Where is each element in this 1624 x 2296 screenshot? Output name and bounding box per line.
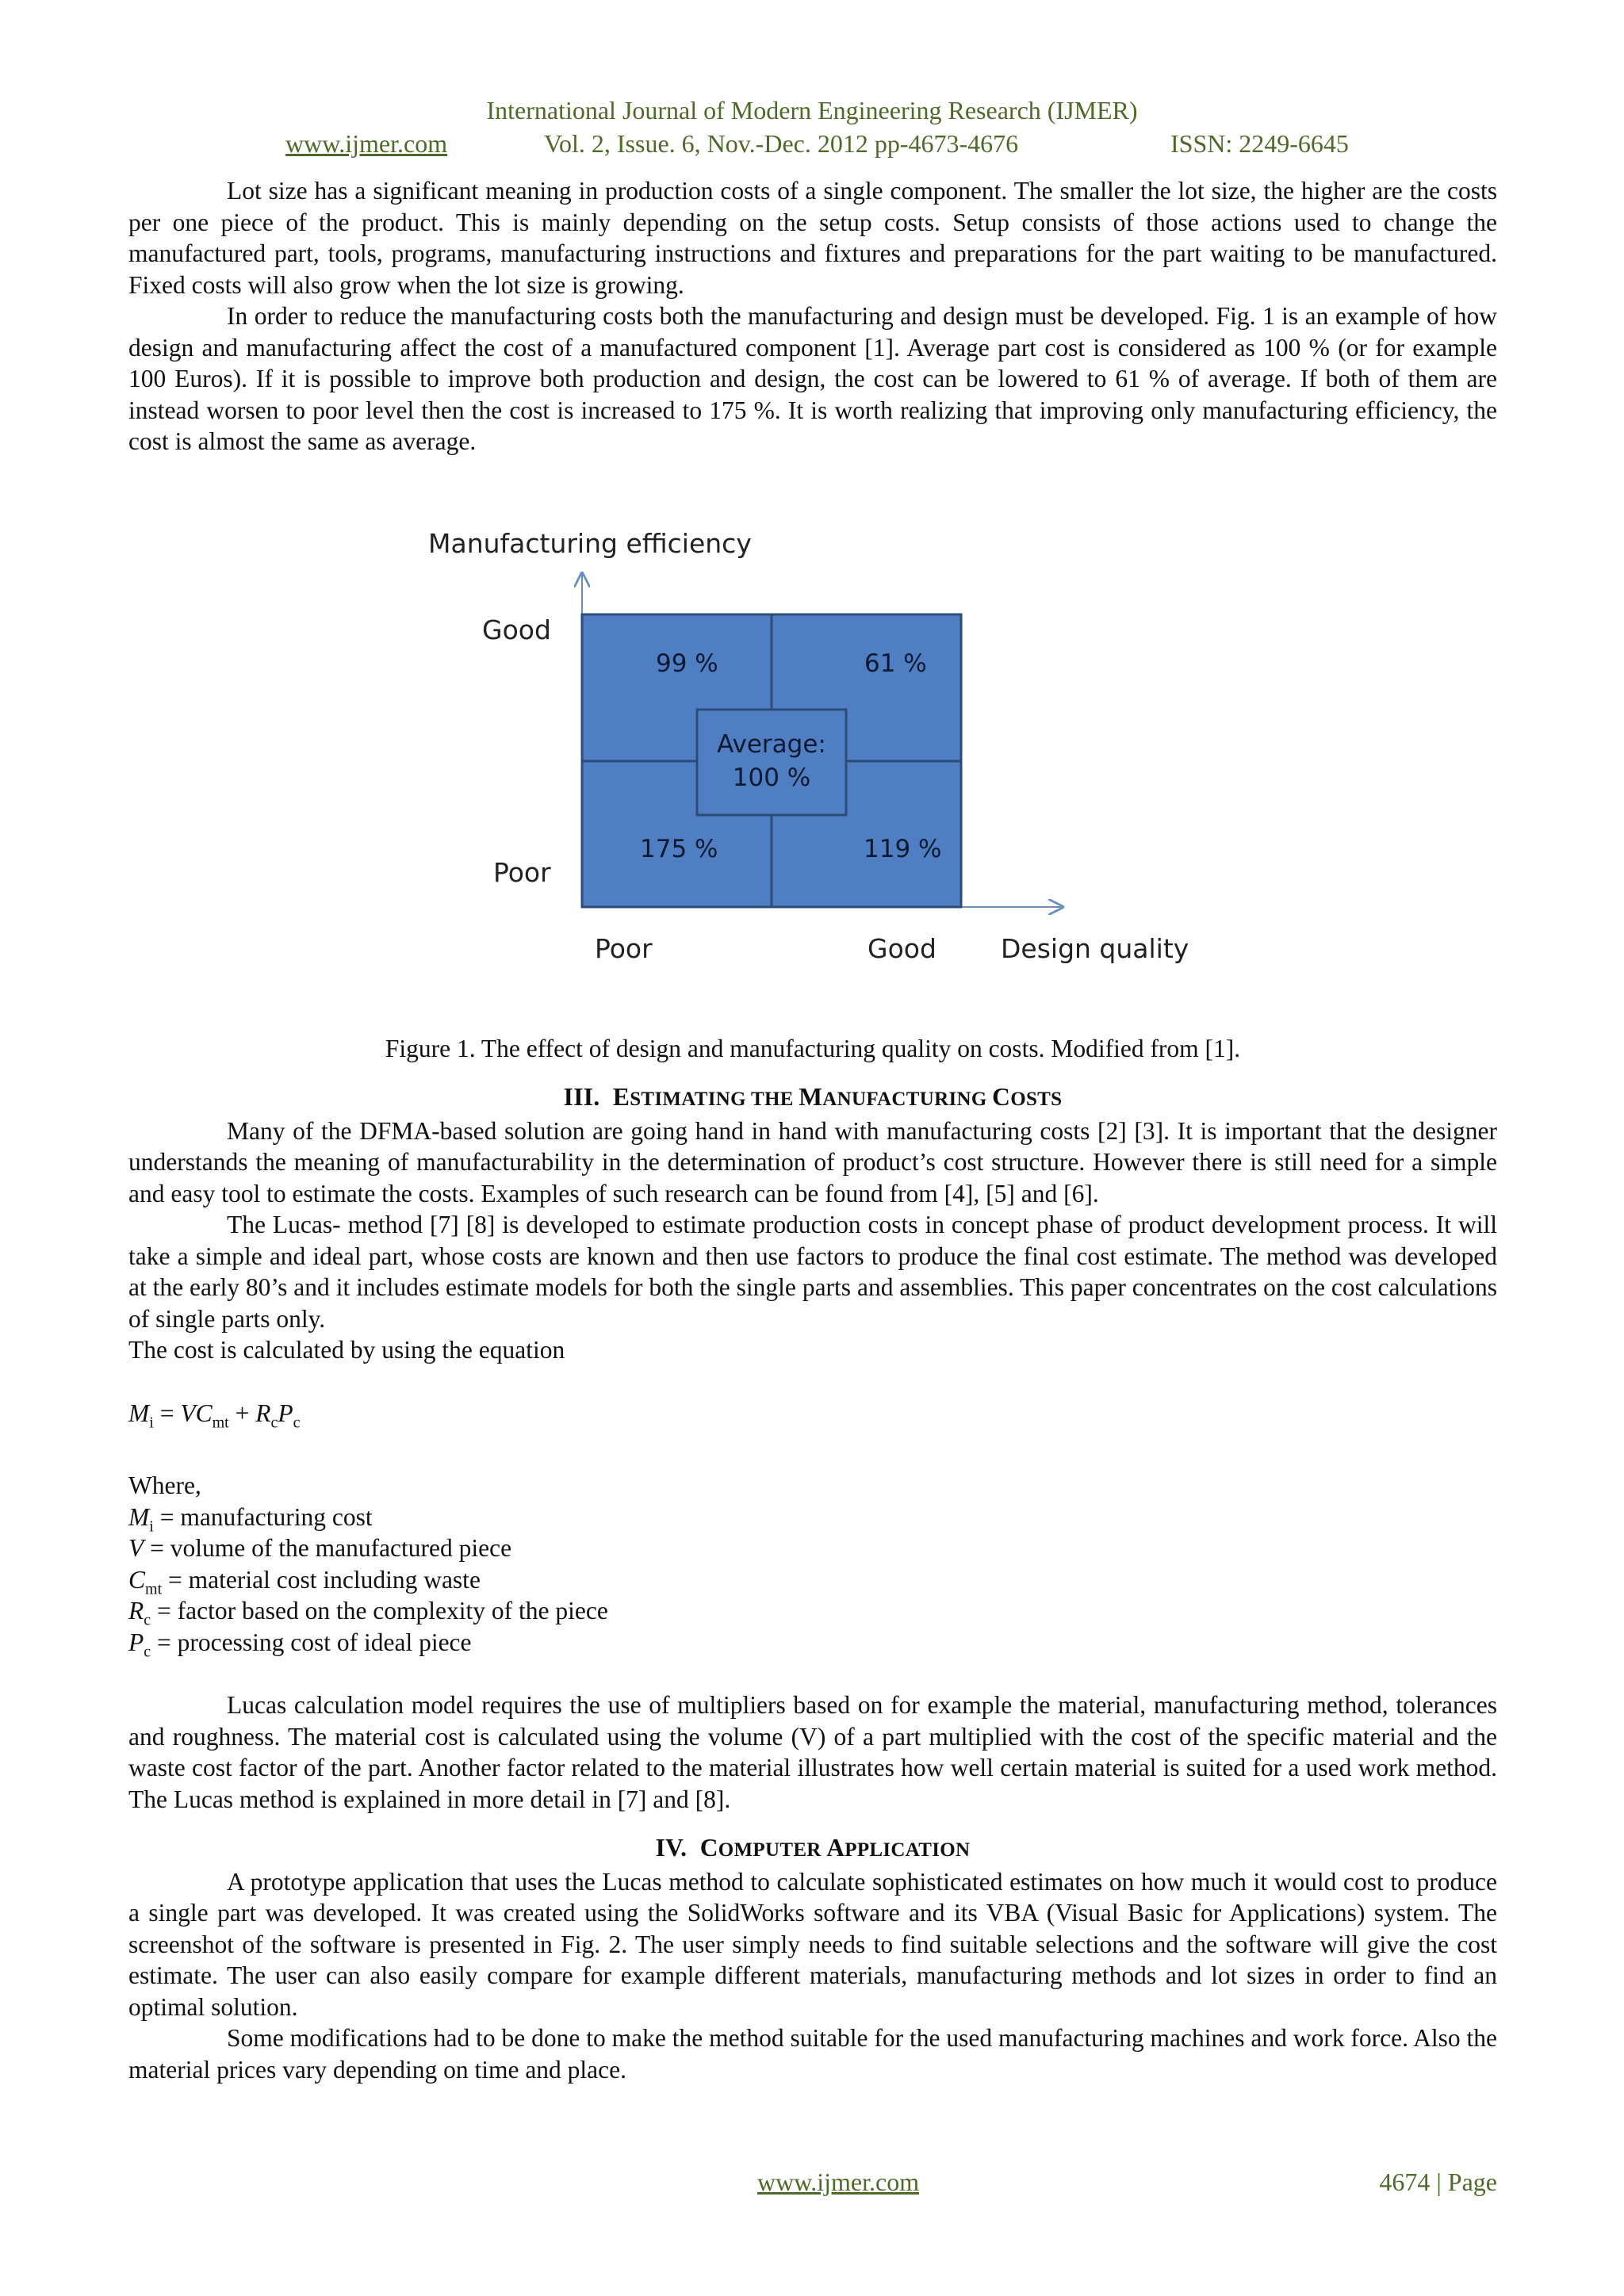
section-3-title-c: C [992,1083,1011,1111]
cell-bottom-left-value: 175 % [640,834,718,863]
section-4-title-a: A [826,1834,845,1862]
paragraph-modifications: Some modifications had to be done to make the method suitable for the used manufacturing machines and work force. Also the material prices vary depending on time and place. [128,2024,1497,2084]
header-volume: Vol. 2, Issue. 6, Nov.-Dec. 2012 pp-4673-4676 [544,129,1019,159]
footer-website-link[interactable]: www.ijmer.com [757,2168,920,2196]
section-3-heading [128,1081,1497,1115]
center-label-line1: Average: [717,729,826,759]
variable-definitions [128,1502,1497,1659]
where-label: Where, [128,1471,201,1500]
def-subscript: c [144,1643,151,1661]
def-symbol: M [128,1502,150,1531]
figure-1 [128,475,1497,1030]
header-info-row [127,127,1497,160]
paragraph-dfma: Many of the DFMA-based solution are going hand in hand with manufacturing costs [2] [3]. It is important that the designer understands the meaning of manufacturability in the determination of product’s cost structure. However there is still need for a simple and easy tool to estimate the costs. Examples of such research can be found from [4], [5] and [6]. [128,1116,1497,1207]
def-symbol: C [128,1565,146,1594]
definition-row [128,1533,1497,1564]
eq-lhs-sub: i [149,1413,154,1431]
cell-top-right-value: 61 % [864,649,927,678]
y-axis-title: Manufacturing efficiency [428,527,752,559]
section-4-title-computer: OMPUTER [718,1839,827,1862]
paragraph-lot-size: Lot size has a significant meaning in production costs of a single component. The smaller the lot size, the higher are the costs per one piece of the product. This is mainly depending on the setup costs. Setup consists of those actions used to change the manufactured part, tools, programs, manufacturing instructions and fixtures and preparations for the part waiting to be manufactured. Fixed costs will also grow when the lot size is growing. [128,177,1497,299]
paragraph-reduce-costs: In order to reduce the manufacturing costs both the manufacturing and design must be developed. Fig. 1 is an example of how design and manufacturing affect the cost of a manufactured component [1]. Average part cost is considered as 100 % (or for example 100 Euros). If it is possible to improve both production and design, the cost can be lowered to 61 % of average. If both of them are instead worsen to poor level then the cost is increased to 175 %. It is worth realizing that improving only manufacturing efficiency, the cost is almost the same as average. [128,302,1497,455]
definition-row [128,1627,1497,1659]
def-text: = manufacturing cost [153,1502,373,1531]
page-body [128,175,1497,2085]
eq-p-sub: c [293,1413,301,1431]
cell-bottom-right-value: 119 % [864,834,942,863]
paragraph-lucas-method: The Lucas- method [7] [8] is developed to estimate production costs in concept phase of product development process. It will take a simple and ideal part, whose costs are known and then use factors to produce the final cost estimate. The method was developed at the early 80’s and it includes estimate models for both the single parts and assemblies. This paper concentrates on the cost calculations of single parts only. [128,1211,1497,1333]
def-text: = processing cost of ideal piece [151,1628,472,1656]
average-center-box [697,710,846,815]
def-subscript: i [149,1517,154,1536]
x-good-label: Good [868,932,936,964]
def-text: = volume of the manufactured piece [144,1534,512,1563]
section-4-heading [128,1832,1497,1866]
spacer [128,1658,1497,1689]
def-text: = material cost including waste [162,1565,481,1594]
eq-r: R [255,1399,271,1427]
y-good-label: Good [482,614,551,645]
page-number: 4674 | Page [1379,2168,1497,2196]
def-text: = factor based on the complexity of the piece [151,1597,608,1625]
def-subscript: mt [145,1580,163,1598]
page-header [127,94,1497,160]
center-label-line2: 100 % [732,763,811,792]
paragraph-prototype: A prototype application that uses the Lucas method to calculate sophisticated estimates on how much it would cost to produce a single part was developed. It was created using the SolidWorks software and its VBA (Visual Basic for Applications) system. The screenshot of the software is presented in Fig. 2. The user simply needs to find suitable selections and the software will give the cost estimate. The user can also easily compare for example different materials, manufacturing methods and lot sizes in order to find an optimal solution. [128,1867,1497,2021]
journal-title: International Journal of Modern Engineering Research (IJMER) [486,96,1138,124]
definition-row [128,1502,1497,1536]
def-subscript: c [144,1611,151,1629]
section-3-numeral: III. [563,1083,600,1111]
figure-1-caption: Figure 1. The effect of design and manufacturing quality on costs. Modified from [1]. [385,1034,1241,1062]
eq-p: P [278,1399,293,1427]
def-symbol: P [128,1628,144,1656]
definition-row [128,1564,1497,1596]
eq-lhs: M [128,1399,150,1427]
section-3-title-e: E [612,1083,630,1111]
eq-vc-sub: mt [212,1413,229,1431]
eq-r-sub: c [270,1413,278,1431]
header-website-link[interactable]: www.ijmer.com [285,129,448,159]
x-poor-label: Poor [595,932,653,964]
eq-vc: VC [180,1399,213,1427]
y-poor-label: Poor [493,856,551,888]
section-3-title-m: M [799,1083,823,1111]
paragraph-equation-intro: The cost is calculated by using the equation [128,1336,565,1364]
section-3-title-estimating: STIMATING THE [630,1089,799,1110]
definition-row [128,1595,1497,1627]
section-4-title-application: PPLICATION [845,1839,971,1862]
x-axis-title: Design quality [1001,932,1189,964]
cost-equation [128,1398,1497,1439]
def-symbol: R [128,1597,144,1625]
section-3-title-costs: OSTS [1010,1089,1063,1110]
section-4-numeral: IV. [655,1834,688,1862]
eq-plus: + [228,1399,256,1427]
eq-equals: = [153,1399,181,1427]
header-issn: ISSN: 2249-6645 [1170,129,1349,159]
section-4-title-c: C [699,1834,718,1862]
paragraph-lucas-model: Lucas calculation model requires the use of multipliers based on for example the material, manufacturing method, tolerances and roughness. The material cost is calculated using the volume (V) of a part multiplied with the cost of the specific material and the waste cost factor of the part. Another factor related to the material illustrates how well certain material is suited for a used work method. The Lucas method is explained in more detail in [7] and [8]. [128,1691,1497,1813]
def-symbol: V [128,1534,144,1563]
cell-top-left-value: 99 % [656,649,718,678]
figure-1-diagram [128,475,1497,1030]
section-3-title-manufacturing: ANUFACTURING [822,1089,993,1110]
